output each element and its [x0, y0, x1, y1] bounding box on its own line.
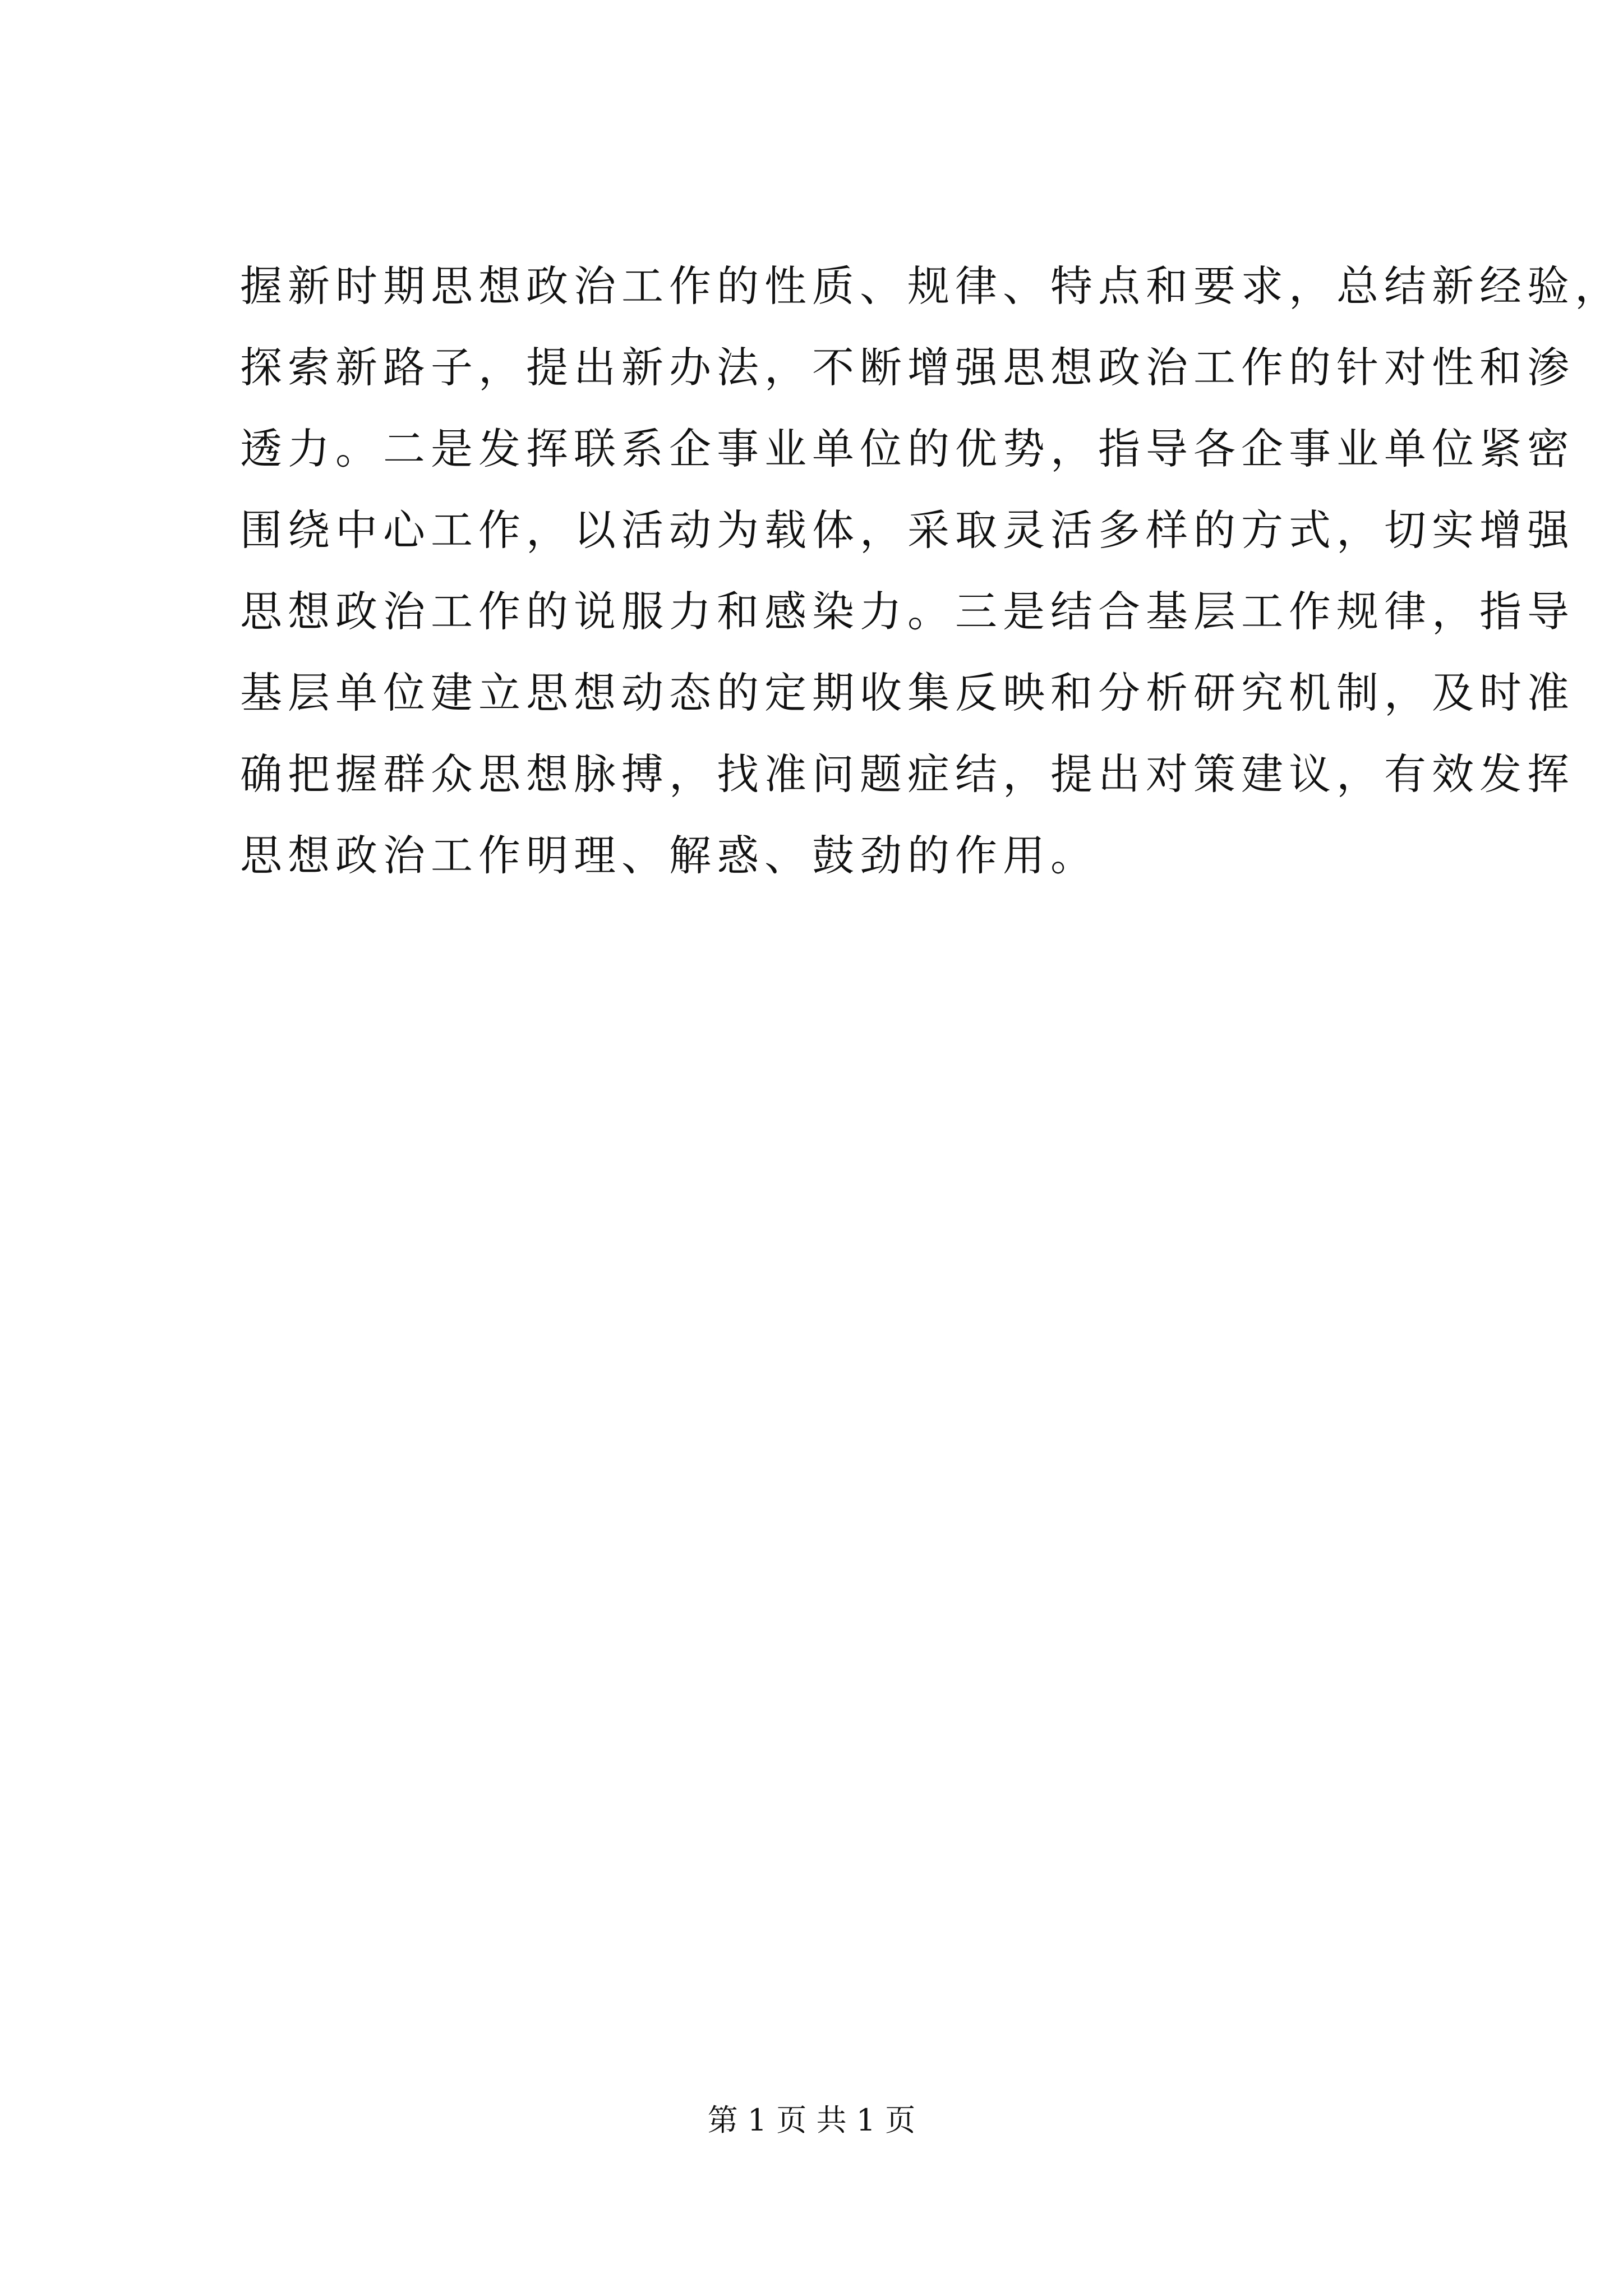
- text-line: 握新时期思想政治工作的性质、规律、特点和要求，总结新经验，: [240, 261, 1623, 311]
- text-line: 基层单位建立思想动态的定期收集反映和分析研究机制，及时准: [240, 668, 1575, 717]
- text-line: 确把握群众思想脉搏，找准问题症结，提出对策建议，有效发挥: [240, 749, 1575, 799]
- page-footer: 第 1 页 共 1 页: [707, 2102, 916, 2138]
- text-line: 围绕中心工作，以活动为载体，采取灵活多样的方式，切实增强: [240, 505, 1575, 555]
- text-line: 思想政治工作的说服力和感染力。三是结合基层工作规律，指导: [240, 587, 1575, 636]
- body-paragraph: [240, 246, 1623, 896]
- text-line: 思想政治工作明理、解惑、鼓劲的作用。: [240, 831, 1099, 880]
- text-line: 透力。二是发挥联系企事业单位的优势，指导各企事业单位紧密: [240, 424, 1575, 473]
- text-line: 探索新路子，提出新办法，不断增强思想政治工作的针对性和渗: [240, 343, 1575, 392]
